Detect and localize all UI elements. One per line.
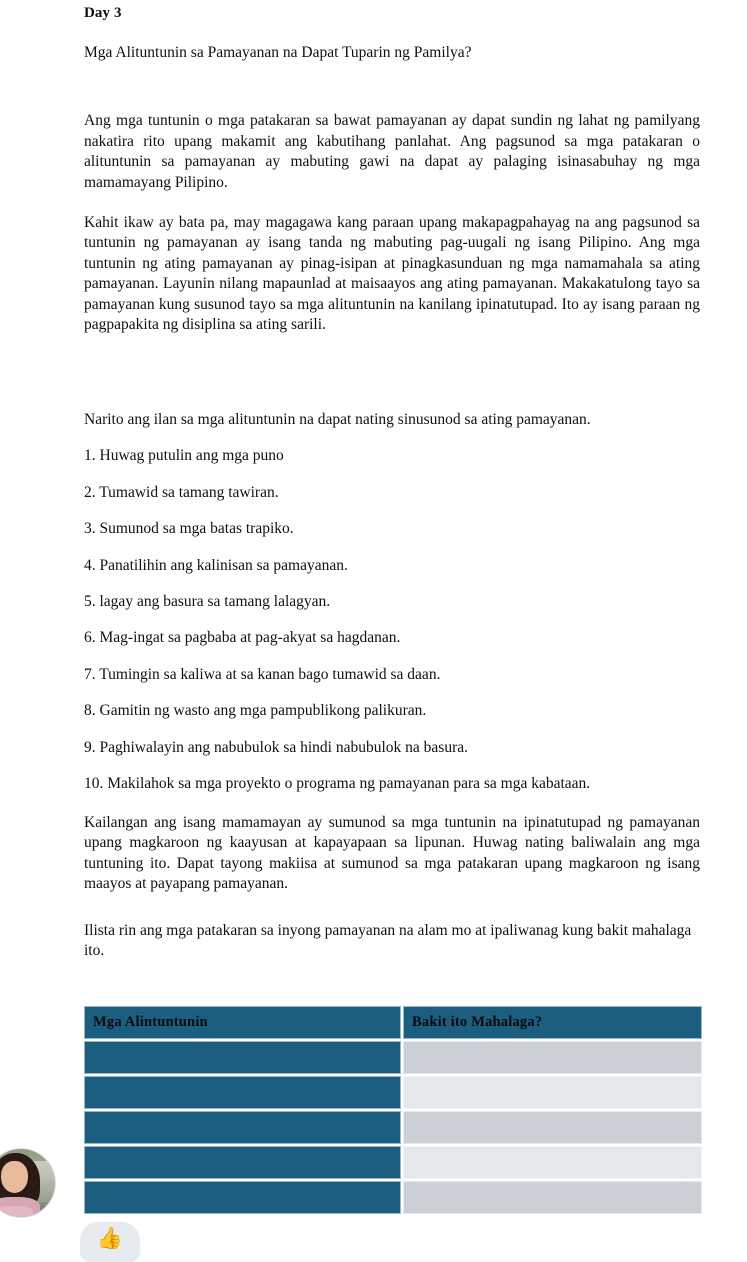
table-header-cell-importance: Bakit ito Mahalaga?	[403, 1006, 702, 1039]
section-spacer	[84, 336, 700, 410]
list-item: 6. Mag-ingat sa pagbaba at pag-akyat sa hagdanan.	[84, 629, 401, 647]
table-row	[84, 1041, 702, 1074]
lesson-subtitle: Mga Alituntunin sa Pamayanan na Dapat Tuparin ng Pamilya?	[84, 43, 472, 61]
list-item: 1. Huwag putulin ang mga puno	[84, 447, 284, 465]
table-row	[84, 1146, 702, 1179]
table-head	[84, 1006, 702, 1039]
paragraph-1: Ang mga tuntunin o mga patakaran sa bawat pamayanan ay dapat sundin ng lahat ng pamilyang nakatira rito upang makamit ang kabutihang panlahat. Ang pagsunod sa mga patakaran o alituntunin sa pamayanan ay mabuting gawi na dapat ay palaging isinasabuhay ng mga mamamayang Pilipino.	[84, 112, 700, 191]
table-cell-rule[interactable]	[84, 1111, 401, 1144]
table-cell-rule[interactable]	[84, 1146, 401, 1179]
thumbs-up-reaction-button[interactable]	[80, 1222, 140, 1262]
avatar-shoulder	[0, 1206, 33, 1217]
avatar-photo	[0, 1149, 55, 1217]
list-item: 8. Gamitin ng wasto ang mga pampublikong palikuran.	[84, 702, 427, 720]
worksheet-table-wrapper	[82, 1004, 700, 1216]
paragraph-conclusion: Kailangan ang isang mamamayan ay sumunod sa mga tuntunin na ipinatutupad ng pamayanan upang magkaroon ng kaayusan at kapayapaan sa lipunan. Huwag nating baliwalain ang mga tuntuning ito. Dapat tayong makiisa at sumunod sa mga patakaran upang magkaroon ng isang maayos at payapang pamayanan.	[84, 813, 700, 893]
table-cell-importance[interactable]	[403, 1076, 702, 1109]
table-cell-importance[interactable]	[403, 1041, 702, 1074]
avatar-face	[1, 1161, 28, 1193]
document-content	[84, 0, 700, 961]
paragraph-instruction: Ilista rin ang mga patakaran sa inyong pamayanan na alam mo at ipaliwanag kung bakit mahalaga ito.	[84, 921, 692, 959]
list-item: 10. Makilahok sa mga proyekto o programa ng pamayanan para sa mga kabataan.	[84, 775, 591, 793]
list-intro: Narito ang ilan sa mga alituntunin na dapat nating sinusunod sa ating pamayanan.	[84, 410, 591, 428]
table-cell-rule[interactable]	[84, 1181, 401, 1214]
table-row	[84, 1076, 702, 1109]
table-row	[84, 1111, 702, 1144]
table-cell-importance[interactable]	[403, 1181, 702, 1214]
thumbs-up-icon: 👍	[96, 1226, 124, 1250]
worksheet-table	[82, 1004, 704, 1216]
paragraph-2: Kahit ikaw ay bata pa, may magagawa kang paraan upang makapagpahayag na ang pagsunod sa tuntunin ng pamayanan ay isang tanda ng mabuting pag-uugali ng isang Pilipino. Ang mga tuntunin ng ating pamayanan ay pinag-isipan at pinagkasunduan ng mga namamahala sa ating pamayanan. Layunin nilang mapaunlad at maisaayos ang ating pamayanan. Makakatulong tayo sa pamayanan kung susunod tayo sa mga alituntunin na kanilang ipinatutupad. Ito ay isang paraan ng pagpapakita ng disiplina sa ating sarili.	[84, 214, 700, 334]
table-header-row	[84, 1006, 702, 1039]
list-item: 3. Sumunod sa mga batas trapiko.	[84, 520, 294, 538]
table-cell-importance[interactable]	[403, 1111, 702, 1144]
list-item: 4. Panatilihin ang kalinisan sa pamayanan.	[84, 556, 348, 574]
table-header-cell-rules: Mga Alintuntunin	[84, 1006, 401, 1039]
list-item: 2. Tumawid sa tamang tawiran.	[84, 483, 279, 501]
list-item: 7. Tumingin sa kaliwa at sa kanan bago tumawid sa daan.	[84, 665, 441, 683]
table-body	[84, 1041, 702, 1214]
table-cell-rule[interactable]	[84, 1076, 401, 1109]
table-cell-importance[interactable]	[403, 1146, 702, 1179]
table-cell-rule[interactable]	[84, 1041, 401, 1074]
list-item: 9. Paghiwalayin ang nabubulok sa hindi nabubulok na basura.	[84, 738, 468, 756]
avatar[interactable]	[0, 1148, 56, 1218]
table-row	[84, 1181, 702, 1214]
day-heading: Day 3	[84, 5, 122, 21]
rules-list	[84, 430, 700, 795]
list-item: 5. lagay ang basura sa tamang lalagyan.	[84, 592, 331, 610]
